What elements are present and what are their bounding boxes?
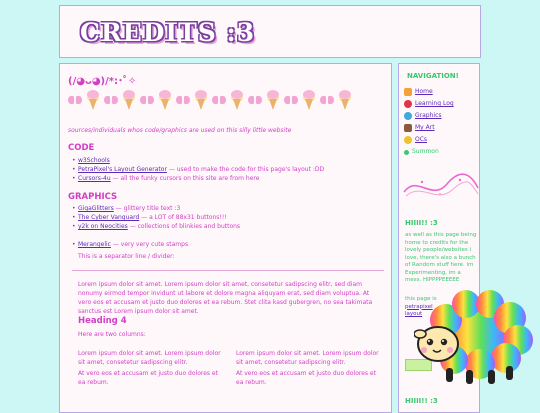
icecream-icon: [338, 90, 352, 110]
sidebar-item-home[interactable]: Home: [404, 86, 454, 98]
list-item: [72, 156, 324, 165]
bow-icon: [140, 96, 154, 104]
list-item: • PetraPixel's Layout Generator — used to make the code for this page's layout :DD: [72, 165, 324, 174]
icecream-icon: [302, 90, 316, 110]
merangelic-link[interactable]: Merangelic: [78, 241, 111, 248]
sidebar-item-learning-log[interactable]: Learning Log: [404, 98, 454, 110]
bow-icon: [212, 96, 226, 104]
icecream-icon: [122, 90, 136, 110]
icecream-icon: [230, 90, 244, 110]
icecream-icon: [194, 90, 208, 110]
strawberry-icon: [404, 100, 412, 108]
heading-4: Heading 4: [78, 316, 127, 326]
sidebar-heading-2: HIIII!! :3: [405, 397, 438, 405]
sidebar-text: as well as this page being home to credits for the lovely people/websites i love, there's also a bunch of Random stuff here. im Experimenting, im a mess. HIPPPPEEEEE: [405, 232, 477, 283]
list-item: • GigaGlitters — glittery title text :3: [72, 204, 240, 213]
main-content: [59, 63, 392, 413]
sidebar-item-summon[interactable]: Summon: [404, 146, 454, 158]
list-item: • Cursors-4u — all the funky cursors on this site are from here: [72, 174, 324, 183]
graphics-list: [72, 204, 240, 231]
bow-icon: [68, 96, 82, 104]
sidebar-heading: HIIII!! :3: [405, 219, 438, 227]
navigation-list: [404, 86, 454, 158]
header-panel: [59, 5, 481, 58]
list-item: • y2k on Neocities — collections of blinkies and buttons: [72, 222, 240, 231]
bow-icon: [320, 96, 334, 104]
icecream-icon: [86, 90, 100, 110]
palette-icon: [404, 124, 412, 132]
gigaglitters-link[interactable]: GigaGlitters: [78, 205, 114, 212]
graphics-heading: GRAPHICS: [68, 192, 118, 202]
petrapixel-link[interactable]: petrapixel: [405, 303, 433, 310]
icecream-bow-divider: [68, 88, 388, 112]
sparkle-icon: [404, 150, 409, 155]
sidebar-credit-text: this page is petrapixel layout: [405, 296, 437, 317]
flower-icon: [404, 112, 412, 120]
column-right-text: Lorem ipsum dolor sit amet. Lorem ipsum dolor sit amet, consetetur sadipscing elitr.: [236, 350, 379, 366]
house-icon: [404, 88, 412, 96]
two-columns-note: Here are two columns:: [78, 331, 146, 338]
rainbow-sheep-sticker: [414, 290, 536, 386]
list-item: • Merangelic — very very cute stamps: [72, 240, 188, 249]
sidebar-item-graphics[interactable]: Graphics: [404, 110, 454, 122]
column-right-text-2: At vero eos et accusam et justo duo dolores et ea rebum.: [236, 370, 376, 386]
bow-icon: [176, 96, 190, 104]
cyber-vanguard-link[interactable]: The Cyber Vanguard: [78, 214, 140, 221]
page-title: CREDITS :3: [80, 18, 256, 47]
column-left-text-2: At vero eos et accusam et justo duo dolores et ea rebum.: [78, 370, 218, 386]
page-subtitle: sources/individuals whos code/graphics are used on this silly little website: [68, 127, 292, 134]
y2k-neocities-link[interactable]: y2k on Neocities: [78, 223, 128, 230]
column-left-text: Lorem ipsum dolor sit amet. Lorem ipsum dolor sit amet, consetetur sadipscing elitr.: [78, 350, 221, 366]
sidebar-item-my-art[interactable]: My Art: [404, 122, 454, 134]
code-list: [72, 156, 324, 183]
list-item: • The Cyber Vanguard — a LOT of 88x31 buttons!!!: [72, 213, 240, 222]
icecream-icon: [158, 90, 172, 110]
swirl-decoration: [402, 172, 480, 200]
sidebar-item-ocs[interactable]: OCs: [404, 134, 454, 146]
bow-icon: [104, 96, 118, 104]
bow-icon: [284, 96, 298, 104]
bow-icon: [248, 96, 262, 104]
icecream-icon: [266, 90, 280, 110]
code-heading: CODE: [68, 143, 95, 153]
cursors-link[interactable]: Cursors-4u: [78, 175, 111, 182]
star-icon: [404, 136, 412, 144]
kaomoji-text: (/◕ᴗ◕)/*:･ﾟ✧: [68, 76, 137, 87]
layout-generator-link[interactable]: PetraPixel's Layout Generator: [78, 166, 167, 173]
separator-note: This is a separator line / divider:: [78, 253, 175, 260]
w3schools-link[interactable]: w3Schools: [78, 157, 110, 164]
navigation-title: NAVIGATION!: [407, 72, 459, 80]
lorem-paragraph: Lorem ipsum dolor sit amet. Lorem ipsum dolor sit amet, consetetur sadipscing elitr, sed diam nonumy eirmod tempor invidunt ut labore et dolore magna aliquyam erat, sed diam voluptua. At vero eos et accusam et justo duo dolores et ea rebum. Stet clita kasd gubergren, no sea takimata sanctus est Lorem ipsum dolor sit amet.: [78, 281, 373, 315]
separator-line: [72, 270, 384, 271]
graphics-list-2: [72, 240, 188, 249]
